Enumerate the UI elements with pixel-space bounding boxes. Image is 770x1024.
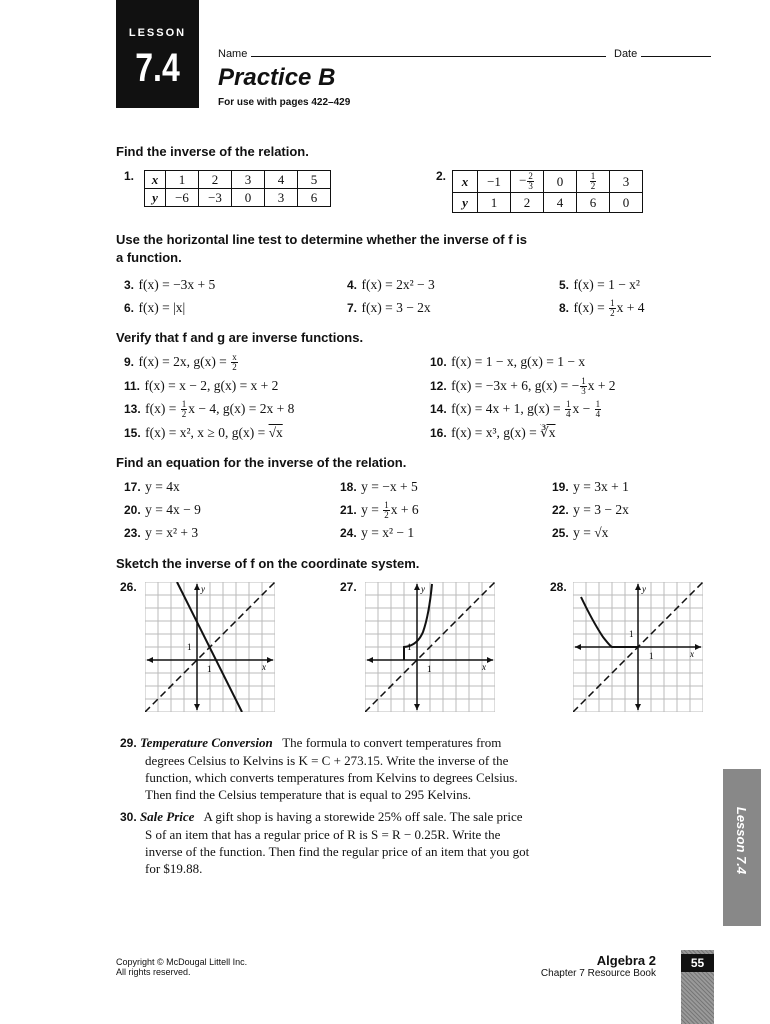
x-tick-label: 1 (427, 664, 432, 674)
y-tick-label: 1 (629, 629, 634, 639)
coordinate-grid-27 (365, 582, 495, 712)
y-axis-label: y (642, 584, 646, 594)
table-header-cell: x (145, 171, 166, 189)
x-axis-label: x (482, 662, 486, 672)
book-title: Algebra 2 (596, 953, 656, 968)
table-cell: 4 (544, 193, 577, 213)
page-tab (681, 950, 714, 1024)
problem-24: 24. y = x² − 1 (340, 525, 415, 540)
section-heading-inverse-relation: Find the inverse of the relation. (116, 144, 309, 159)
y-axis-label: y (421, 584, 425, 594)
section-heading-line-test-cont: a function. (116, 250, 182, 265)
problem-15: 15. f(x) = x², x ≥ 0, g(x) = √x (124, 425, 283, 440)
problem-7: 7. f(x) = 3 − 2x (347, 300, 431, 315)
relation-table-2 (452, 170, 643, 213)
problem-25: 25. y = √x (552, 525, 609, 540)
chapter-title: Chapter 7 Resource Book (540, 968, 656, 979)
table-header-cell: x (453, 171, 478, 193)
table-cell: $\frac{1}{2}$ (577, 171, 610, 193)
book-info (480, 953, 656, 979)
problem-16: 16. f(x) = x³, g(x) = ∛x (430, 425, 556, 440)
table-cell: 1 (478, 193, 511, 213)
page-title: Practice B (218, 64, 336, 91)
copyright-notice: Copyright © McDougal Littell Inc. All rights reserved. (116, 957, 248, 977)
table-row (145, 171, 331, 189)
lesson-badge (116, 0, 199, 108)
section-heading-line-test: Use the horizontal line test to determine whether the inverse of f is (116, 232, 528, 247)
lesson-label: LESSON (128, 27, 187, 39)
problem-9: 9. f(x) = 2x, g(x) = $\frac{x}{2}$ (124, 352, 237, 373)
date-label: Date (614, 48, 638, 60)
problem-4: 4. f(x) = 2x² − 3 (347, 277, 435, 292)
table-cell: 6 (298, 189, 331, 207)
section-heading-inverse-equation: Find an equation for the inverse of the relation. (116, 455, 407, 470)
page-subtitle: For use with pages 422–429 (218, 97, 351, 108)
problem-22: 22. y = 3 − 2x (552, 502, 629, 517)
problem-10: 10. f(x) = 1 − x, g(x) = 1 − x (430, 354, 586, 369)
table-header-cell: y (453, 193, 478, 213)
table-cell: 2 (199, 171, 232, 189)
problem-30: 30. Sale Price A gift shop is having a storewide 25% off sale. The sale price S of an item that has a regular price of R is S = R − 0.25R. Write the inverse of the function. Then find the regular price of an item that you got for $19.88. (120, 809, 530, 876)
problem-3: 3. f(x) = −3x + 5 (124, 277, 216, 292)
x-tick-label: 1 (649, 651, 654, 661)
problem-number: 1. (124, 169, 135, 183)
problem-12: 12. f(x) = −3x + 6, g(x) = − $\frac{1}{3}$ x + 2 (430, 376, 616, 397)
table-row (145, 189, 331, 207)
coordinate-grid-26 (145, 582, 275, 712)
table-cell: 1 (166, 171, 199, 189)
name-field (218, 46, 606, 60)
table-cell: −1 (478, 171, 511, 193)
name-line (251, 46, 606, 57)
lesson-number: 7.4 (135, 46, 180, 90)
problem-17: 17. y = 4x (124, 479, 180, 494)
section-heading-verify-inverse: Verify that f and g are inverse functions. (116, 330, 364, 345)
problem-number: 2. (436, 169, 447, 183)
problem-20: 20. y = 4x − 9 (124, 502, 201, 517)
problem-number: 28. (550, 580, 567, 594)
problem-14: 14. f(x) = 4x + 1, g(x) = $\frac{1}{4}$ x − $\frac{1}{4}$ (430, 399, 601, 420)
table-cell: 0 (232, 189, 265, 207)
table-cell: 0 (610, 193, 643, 213)
table-cell: 0 (544, 171, 577, 193)
table-cell: 4 (265, 171, 298, 189)
x-axis-label: x (262, 662, 266, 672)
table-cell: 3 (232, 171, 265, 189)
table-cell: 3 (610, 171, 643, 193)
side-tab-label: Lesson 7.4 (734, 806, 749, 875)
y-tick-label: 1 (187, 642, 192, 652)
section-heading-sketch-inverse: Sketch the inverse of f on the coordinate system. (116, 556, 420, 571)
table-cell: 2 (511, 193, 544, 213)
problem-19: 19. y = 3x + 1 (552, 479, 629, 494)
table-header-cell: y (145, 189, 166, 207)
coordinate-grid-28 (573, 582, 703, 712)
table-cell: − $\frac{2}{3}$ (511, 171, 544, 193)
date-field (614, 46, 711, 60)
problem-11: 11. f(x) = x − 2, g(x) = x + 2 (124, 378, 279, 393)
problem-29: 29. Temperature Conversion The formula to convert temperatures from degrees Celsius to Kelvins is K = C + 273.15. Write the inverse of the function, which converts temperatures from Kelvins to degrees Celsius. Then find the Celsius temperature that is equal to 295 Kelvins. (120, 735, 518, 802)
y-tick-label: 1 (407, 642, 412, 652)
table-row (453, 193, 643, 213)
function-graph (581, 597, 638, 647)
lesson-side-tab (723, 769, 761, 926)
table-row (453, 171, 643, 193)
x-tick-label: 1 (207, 664, 212, 674)
table-cell: −6 (166, 189, 199, 207)
problem-23: 23. y = x² + 3 (124, 525, 199, 540)
table-cell: −3 (199, 189, 232, 207)
table-cell: 5 (298, 171, 331, 189)
table-cell: 3 (265, 189, 298, 207)
problem-5: 5. f(x) = 1 − x² (559, 277, 640, 292)
problem-18: 18. y = −x + 5 (340, 479, 418, 494)
problem-number: 27. (340, 580, 357, 594)
problem-21: 21. y = $\frac{1}{2}$ x + 6 (340, 500, 419, 521)
problem-13: 13. f(x) = $\frac{1}{2}$ x − 4, g(x) = 2x + 8 (124, 399, 295, 420)
problem-number: 26. (120, 580, 137, 594)
date-line (641, 46, 711, 57)
problem-8: 8. f(x) = $\frac{1}{2}$ x + 4 (559, 298, 645, 319)
relation-table-1 (144, 170, 331, 207)
x-axis-label: x (690, 649, 694, 659)
y-axis-label: y (201, 584, 205, 594)
table-cell: 6 (577, 193, 610, 213)
name-label: Name (218, 48, 248, 60)
page-number: 55 (681, 954, 714, 972)
problem-6: 6. f(x) = |x| (124, 300, 186, 315)
